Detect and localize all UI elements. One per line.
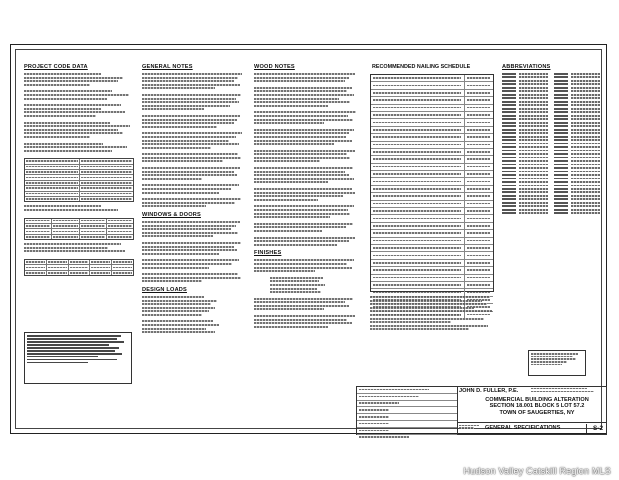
- project-code-data-column: [24, 64, 134, 279]
- design-loads-title: DESIGN LOADS: [142, 286, 187, 293]
- finishes-title: FINISHES: [254, 250, 282, 257]
- sheet-border: [15, 49, 603, 432]
- code-table: [24, 158, 134, 202]
- nailing-schedule-title: RECOMMENDED NAILING SCHEDULE: [372, 64, 471, 70]
- abbreviations-list: [502, 73, 600, 216]
- nailing-footnotes: [370, 296, 500, 332]
- warning-note-box: [24, 332, 132, 384]
- project-line-3: TOWN OF SAUGERTIES, NY: [499, 409, 575, 416]
- wood-notes-column: [254, 64, 360, 329]
- title-block: [356, 386, 607, 435]
- revision-grid: [357, 387, 458, 434]
- windows-doors-title: WINDOWS & DOORS: [142, 212, 201, 218]
- project-code-data-title: PROJECT CODE DATA: [24, 64, 88, 70]
- nailing-schedule-table: [370, 74, 494, 292]
- abbreviations-title: ABBREVIATIONS: [502, 64, 551, 70]
- general-notes-title: GENERAL NOTES: [142, 64, 193, 70]
- project-title: [477, 397, 597, 416]
- wood-notes-title: WOOD NOTES: [254, 64, 295, 70]
- sheet-title: GENERAL SPECIFICATIONS: [485, 425, 561, 431]
- firm-name: JOHN D. FULLER, P.E.: [459, 388, 519, 394]
- project-line-1: COMMERCIAL BUILDING ALTERATION: [485, 397, 589, 403]
- project-line-2: SECTION 18.001 BLOCK 5 LOT 57.2: [489, 403, 585, 410]
- mls-watermark: Hudson Valley Catskill Region MLS: [463, 466, 611, 476]
- revision-note-box: [528, 350, 586, 376]
- abbreviations-column: [502, 64, 600, 216]
- sheet-info-row: [457, 422, 606, 434]
- engineer-info: [459, 425, 481, 430]
- drawing-sheet: [10, 44, 607, 434]
- firm-address: [531, 388, 601, 393]
- sheet-number: S-2: [586, 424, 603, 433]
- general-notes-column: [142, 64, 246, 335]
- occupancy-table: [24, 218, 134, 241]
- snow-load-table: [24, 259, 134, 276]
